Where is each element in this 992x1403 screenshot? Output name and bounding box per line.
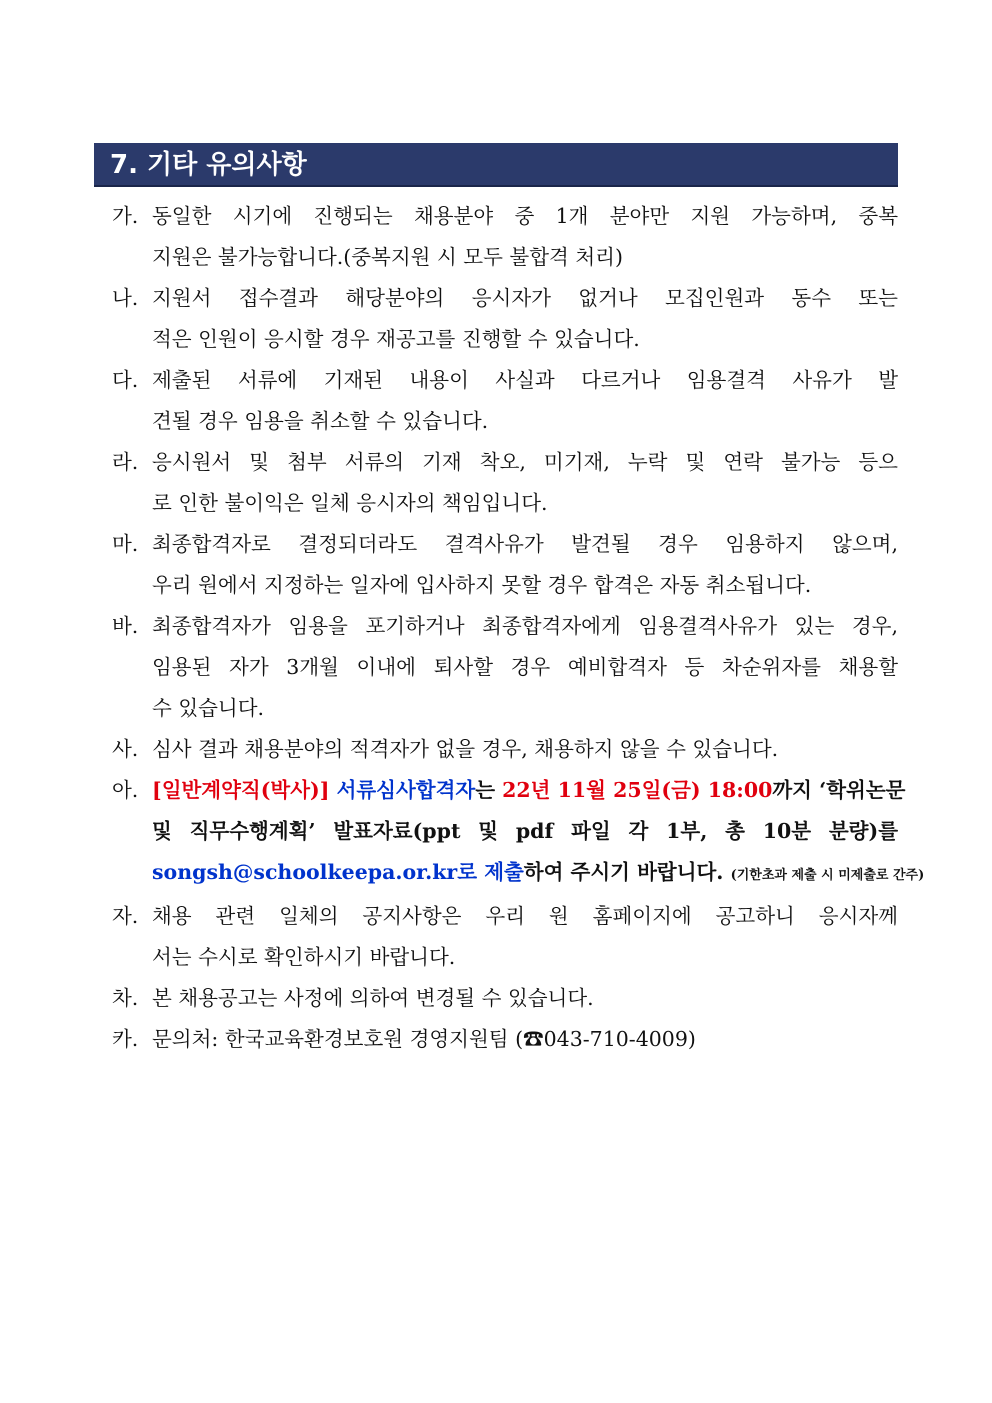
list-item — [112, 278, 898, 360]
list-item-highlight — [112, 770, 925, 896]
email-link[interactable]: songsh@schoolkeepa.or.kr — [152, 860, 458, 884]
item-text: 및 직무수행계획’ 발표자료(ppt 및 pdf 파일 각 1부, 총 10분 분량)를 — [152, 819, 898, 843]
item-text: 본 채용공고는 사정에 의하여 변경될 수 있습니다. — [152, 986, 594, 1010]
list-item — [112, 196, 898, 278]
item-marker: 다. — [112, 368, 139, 392]
deadline-note: (기한초과 제출 시 미제출로 간주) — [730, 868, 925, 883]
item-text: 적은 인원이 응시할 경우 재공고를 진행할 수 있습니다. — [152, 327, 640, 351]
item-marker: 차. — [112, 986, 139, 1010]
item-marker: 아. — [112, 778, 139, 802]
item-marker: 카. — [112, 1027, 139, 1051]
item-text: 제출된 서류에 기재된 내용이 사실과 다르거나 임용결격 사유가 발 — [152, 368, 898, 392]
list-item — [112, 606, 898, 729]
item-text: 임용된 자가 3개월 이내에 퇴사할 경우 예비합격자 등 차순위자를 채용할 — [152, 655, 898, 679]
notice-list — [112, 196, 925, 1060]
list-item — [112, 442, 898, 524]
list-item — [112, 896, 898, 978]
applicant-label: 서류심사합격자 — [336, 778, 476, 802]
item-marker: 바. — [112, 614, 139, 638]
section-title: 7. 기타 유의사항 — [94, 143, 898, 187]
item-text-fragment: 로 제출 — [457, 860, 524, 884]
item-text: 견될 경우 임용을 취소할 수 있습니다. — [152, 409, 489, 433]
item-marker: 라. — [112, 450, 139, 474]
item-marker: 마. — [112, 532, 139, 556]
item-marker: 가. — [112, 204, 139, 228]
list-item — [112, 524, 898, 606]
item-text: 로 인한 불이익은 일체 응시자의 책임입니다. — [152, 491, 548, 515]
item-text: 지원서 접수결과 해당분야의 응시자가 없거나 모집인원과 동수 또는 — [152, 286, 898, 310]
item-text: 우리 원에서 지정하는 일자에 입사하지 못할 경우 합격은 자동 취소됩니다. — [152, 573, 812, 597]
item-text: 최종합격자가 임용을 포기하거나 최종합격자에게 임용결격사유가 있는 경우, — [152, 614, 898, 638]
list-item — [112, 978, 898, 1019]
item-text: 문의처: 한국교육환경보호원 경영지원팀 (☎043-710-4009) — [152, 1027, 696, 1051]
item-text — [152, 852, 925, 896]
item-text: 최종합격자로 결정되더라도 결격사유가 발견될 경우 임용하지 않으며, — [152, 532, 898, 556]
item-text-fragment: 는 — [475, 778, 495, 802]
position-label: [일반계약직(박사)] — [152, 778, 330, 802]
list-item — [112, 729, 898, 770]
item-marker: 사. — [112, 737, 139, 761]
item-text-fragment: 까지 ‘학위논문 — [772, 778, 906, 802]
item-text: 응시원서 및 첨부 서류의 기재 착오, 미기재, 누락 및 연락 불가능 등으 — [152, 450, 898, 474]
list-item — [112, 360, 898, 442]
list-item — [112, 1019, 898, 1060]
item-text: 심사 결과 채용분야의 적격자가 없을 경우, 채용하지 않을 수 있습니다. — [152, 737, 779, 761]
item-marker: 나. — [112, 286, 139, 310]
item-marker: 자. — [112, 904, 139, 928]
item-text: 서는 수시로 확인하시기 바랍니다. — [152, 945, 456, 969]
deadline-text: 22년 11월 25일(금) 18:00 — [502, 778, 773, 802]
item-text: 지원은 불가능합니다.(중복지원 시 모두 불합격 처리) — [152, 245, 623, 269]
item-text: 동일한 시기에 진행되는 채용분야 중 1개 분야만 지원 가능하며, 중복 — [152, 204, 898, 228]
item-text: 채용 관련 일체의 공지사항은 우리 원 홈페이지에 공고하니 응시자께 — [152, 904, 898, 928]
item-text: 수 있습니다. — [152, 696, 265, 720]
item-text-fragment: 하여 주시기 바랍니다. — [523, 860, 724, 884]
item-text — [152, 770, 906, 811]
